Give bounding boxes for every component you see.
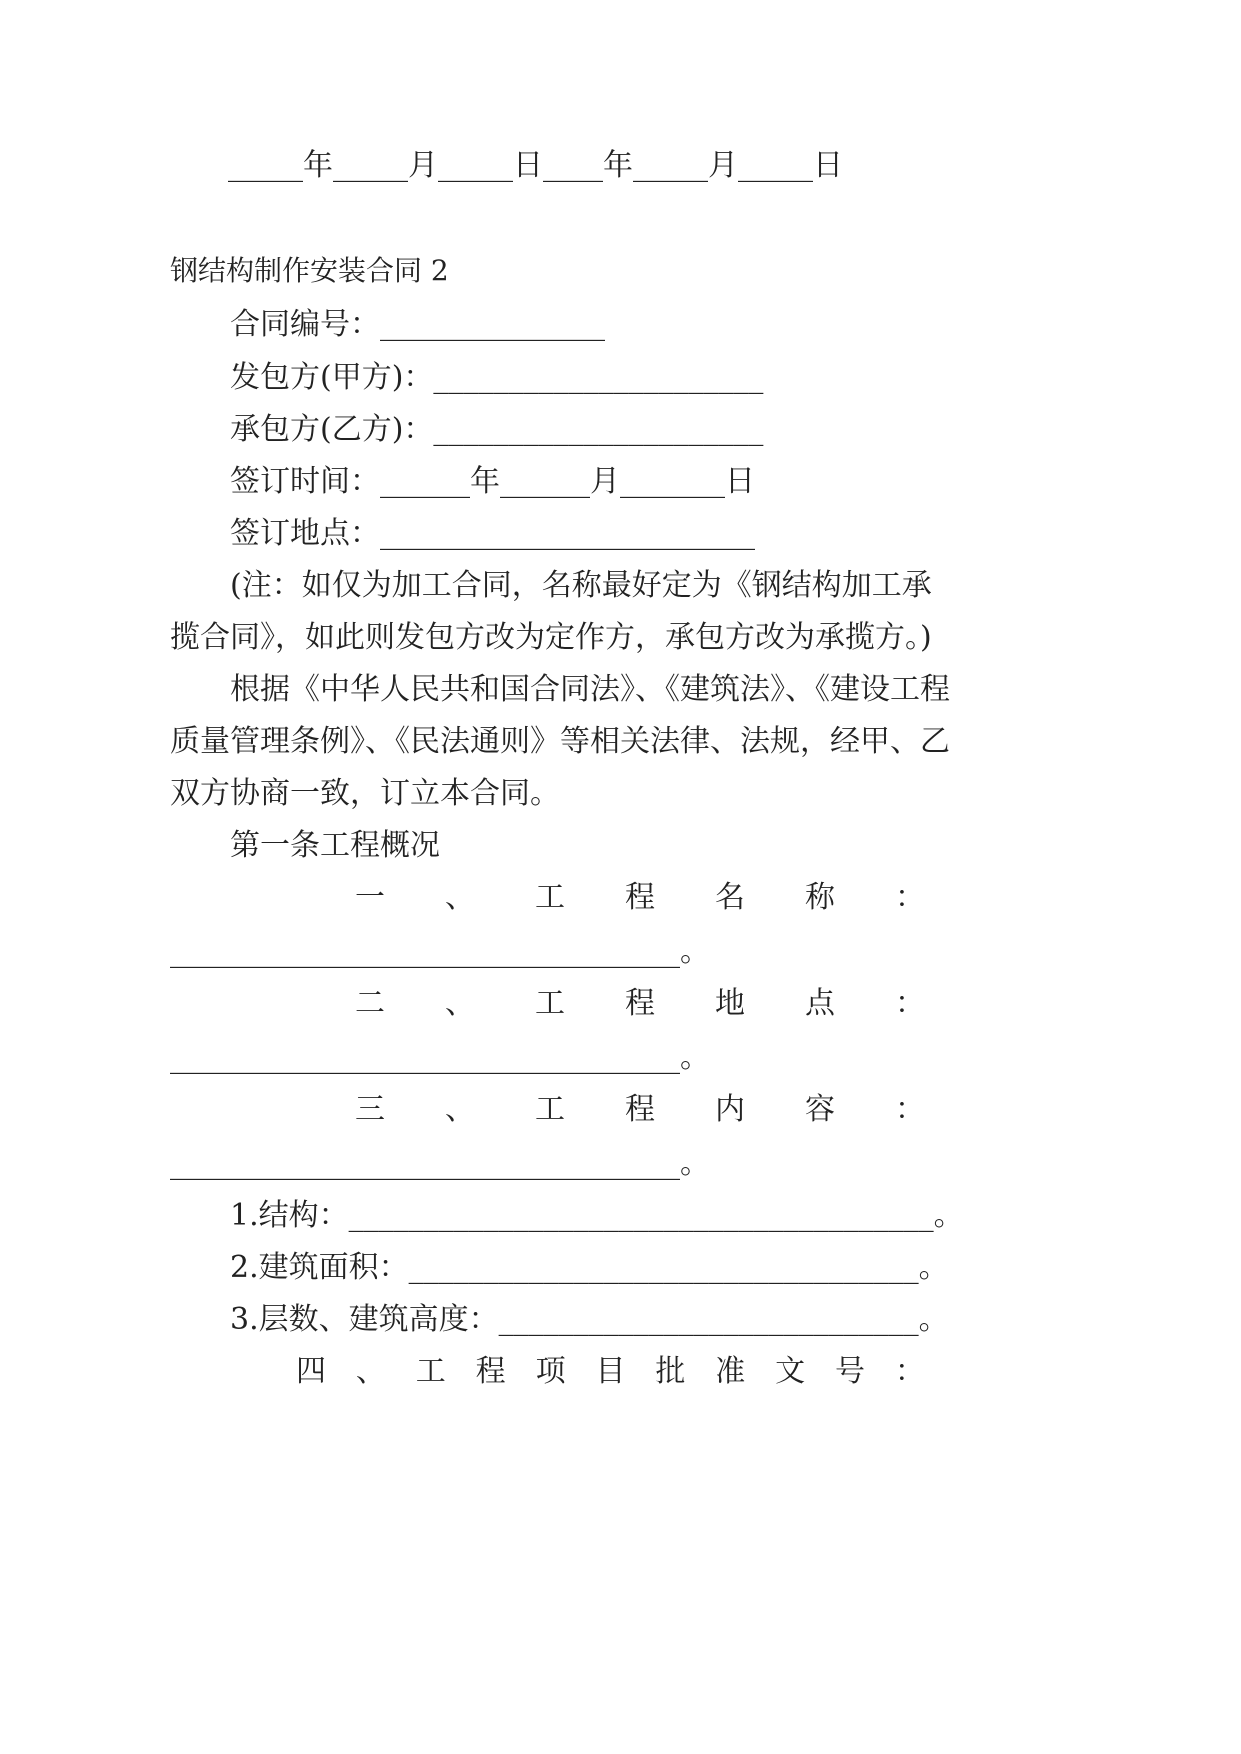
note-line: 揽合同》，如此则发包方改为定作方，承包方改为承揽方。) (170, 620, 932, 655)
blank-line: __________________________________。 (170, 1040, 710, 1075)
item-content-label: 三 、 工 程 内 容 ： (355, 1092, 925, 1127)
contract-no-field: 合同编号：_______________ (230, 307, 605, 342)
date-line: _____年_____月_____日____年_____月_____日 (228, 148, 843, 183)
preamble-line: 质量管理条例》、《民法通则》等相关法律、法规，经甲、乙 (170, 724, 950, 759)
item-approval-label: 四 、 工 程 项 目 批 准 文 号 ： (296, 1354, 925, 1389)
article-heading: 第一条工程概况 (230, 828, 440, 863)
height-field: 3.层数、建筑高度：____________________________。 (230, 1302, 949, 1337)
preamble-line: 根据《中华人民共和国合同法》、《建筑法》、《建设工程 (230, 672, 950, 707)
area-field: 2.建筑面积：__________________________________。 (230, 1250, 949, 1285)
note-line: (注：如仅为加工合同，名称最好定为《钢结构加工承 (230, 568, 932, 603)
preamble-line: 双方协商一致，订立本合同。 (170, 776, 560, 811)
page-title: 钢结构制作安装合同 2 (170, 254, 449, 287)
sign-place-field: 签订地点：_________________________ (230, 516, 755, 551)
party-b-field: 承包方(乙方)：______________________ (230, 412, 764, 447)
blank-line: __________________________________。 (170, 934, 710, 969)
blank-line: __________________________________。 (170, 1146, 710, 1181)
structure-field: 1.结构：_______________________________________。 (230, 1198, 964, 1233)
item-location-label: 二 、 工 程 地 点 ： (355, 986, 925, 1021)
sign-date-field: 签订时间：______年______月_______日 (230, 464, 755, 499)
item-name-label: 一 、 工 程 名 称 ： (355, 880, 925, 915)
party-a-field: 发包方(甲方)：______________________ (230, 360, 764, 395)
